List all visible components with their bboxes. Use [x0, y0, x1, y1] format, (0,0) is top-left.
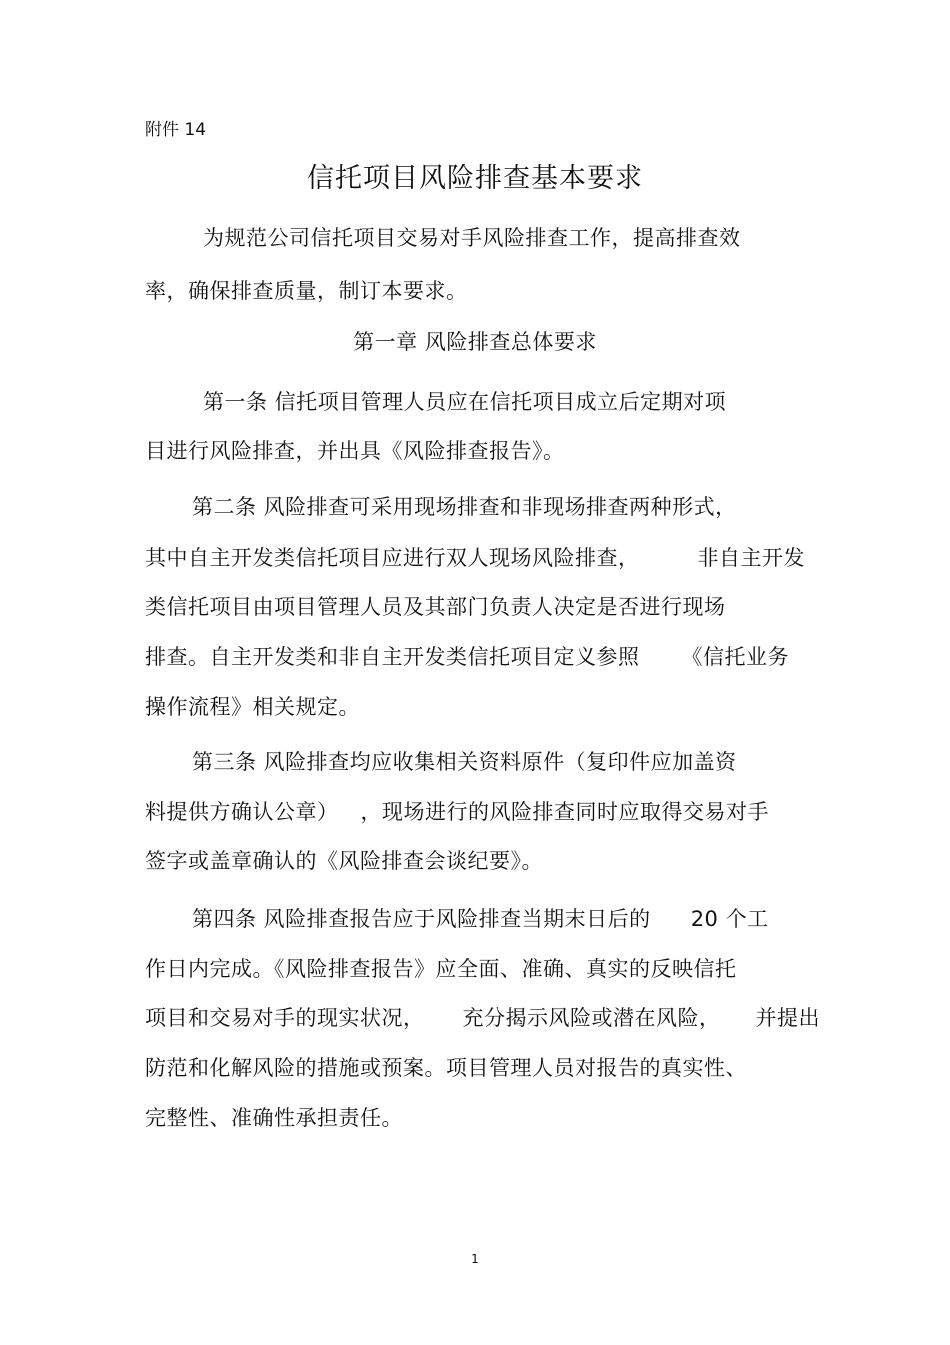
article-3-line-2-part-1: 料提供方确认公章） [145, 800, 339, 824]
article-2-line-5: 操作流程》相关规定。 [145, 695, 360, 719]
article-4-line-3-part-1: 项目和交易对手的现实状况， [145, 1006, 425, 1030]
article-2-line-4-part-2: 《信托业务 [681, 645, 789, 669]
article-2-line-4 [145, 642, 789, 672]
article-2-line-4-part-1: 排查。自主开发类和非自主开发类信托项目定义参照 [145, 645, 640, 669]
article-3-line-3: 签字或盖章确认的《风险排查会谈纪要》。 [145, 849, 543, 873]
article-4-line-2: 作日内完成。《风险排查报告》应全面、准确、真实的反映信托 [145, 957, 737, 981]
article-4-line-3-part-2: 充分揭示风险或潜在风险， [462, 1006, 721, 1030]
article-2-line-3: 类信托项目由项目管理人员及其部门负责人决定是否进行现场 [145, 595, 726, 619]
article-1-line-2: 目进行风险排查，并出具《风险排查报告》。 [145, 439, 565, 463]
article-2-line-2-part-1: 其中自主开发类信托项目应进行双人现场风险排查， [145, 546, 640, 570]
article-2-line-1: 第二条 风险排查可采用现场排查和非现场排查两种形式， [192, 495, 737, 519]
article-2-line-2 [145, 543, 805, 573]
annex-label: 附件 14 [145, 120, 207, 140]
article-4-line-1 [192, 904, 769, 934]
article-3-line-2-part-2: ，现场进行的风险排查同时应取得交易对手 [360, 800, 769, 824]
article-4-line-4: 防范和化解风险的措施或预案。项目管理人员对报告的真实性、 [145, 1056, 747, 1080]
article-1-line-1: 第一条 信托项目管理人员应在信托项目成立后定期对项 [203, 390, 727, 414]
article-4-line-1-part-1: 第四条 风险排查报告应于风险排查当期末日后的 [192, 907, 651, 931]
chapter-heading: 第一章 风险排查总体要求 [353, 330, 597, 354]
article-4-line-1-part-2: 20 个工 [690, 907, 769, 931]
article-3-line-1: 第三条 风险排查均应收集相关资料原件（复印件应加盖资 [192, 750, 737, 774]
article-3-line-2 [145, 797, 769, 827]
intro-line-1: 为规范公司信托项目交易对手风险排查工作，提高排查效 [203, 226, 741, 250]
article-4-line-5: 完整性、准确性承担责任。 [145, 1106, 403, 1130]
page-number: 1 [471, 1252, 479, 1266]
article-2-line-2-part-2: 非自主开发 [697, 546, 805, 570]
article-4-line-3-part-3: 并提出 [755, 1006, 820, 1030]
document-title: 信托项目风险排查基本要求 [307, 163, 643, 194]
article-4-line-3 [145, 1003, 820, 1033]
intro-line-2: 率，确保排查质量，制订本要求。 [145, 279, 468, 303]
